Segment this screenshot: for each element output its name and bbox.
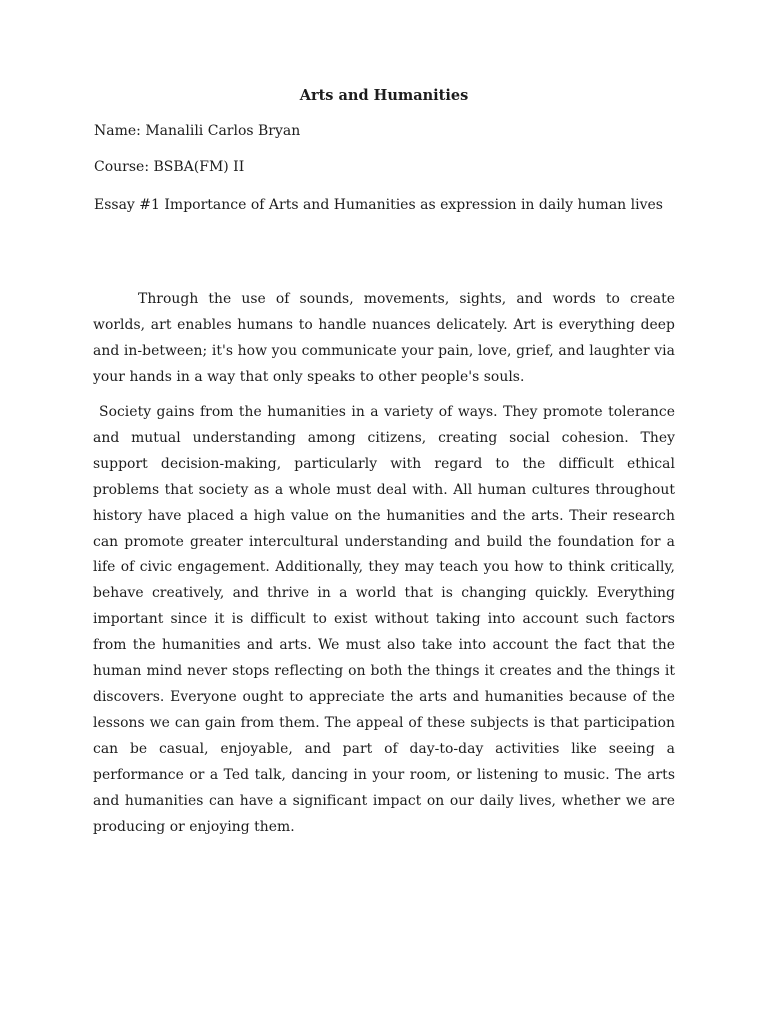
student-name: Name: Manalili Carlos Bryan (94, 123, 301, 139)
essay-paragraph: Society gains from the humanities in a variety of ways. They promote tolerance and mutual understanding among citizens, creating social cohesion. They support decision-making, particularly with regard to the difficult ethical problems that society as a whole must deal with. All human cultures throughout history have placed a high value on the humanities and the arts. Their research can promote greater intercultural understanding and build the foundation for a life of civic engagement. Additionally, they may teach you how to think critically, behave creatively, and thrive in a world that is changing quickly. Everything important since it is difficult to exist without taking into account such factors from the humanities and arts. We must also take into account the fact that the human mind never stops reflecting on both the things it creates and the things it discovers. Everyone ought to appreciate the arts and humanities because of the lessons we can gain from them. The appeal of these subjects is that participation can be casual, enjoyable, and part of day-to-day activities like seeing a performance or a Ted talk, dancing in your room, or listening to music. The arts and humanities can have a significant impact on our daily lives, whether we are producing or enjoying them. (93, 404, 675, 835)
essay-heading: Essay #1 Importance of Arts and Humanities as expression in daily human lives (94, 197, 663, 213)
document-title: Arts and Humanities (299, 87, 469, 104)
essay-paragraph: Through the use of sounds, movements, sights, and words to create worlds, art enables humans to handle nuances delicately. Art is everything deep and in-between; it's how you communicate your pain, love, grief, and laughter via your hands in a way that only speaks to other people's souls. (93, 291, 675, 385)
course-info: Course: BSBA(FM) II (94, 159, 245, 175)
